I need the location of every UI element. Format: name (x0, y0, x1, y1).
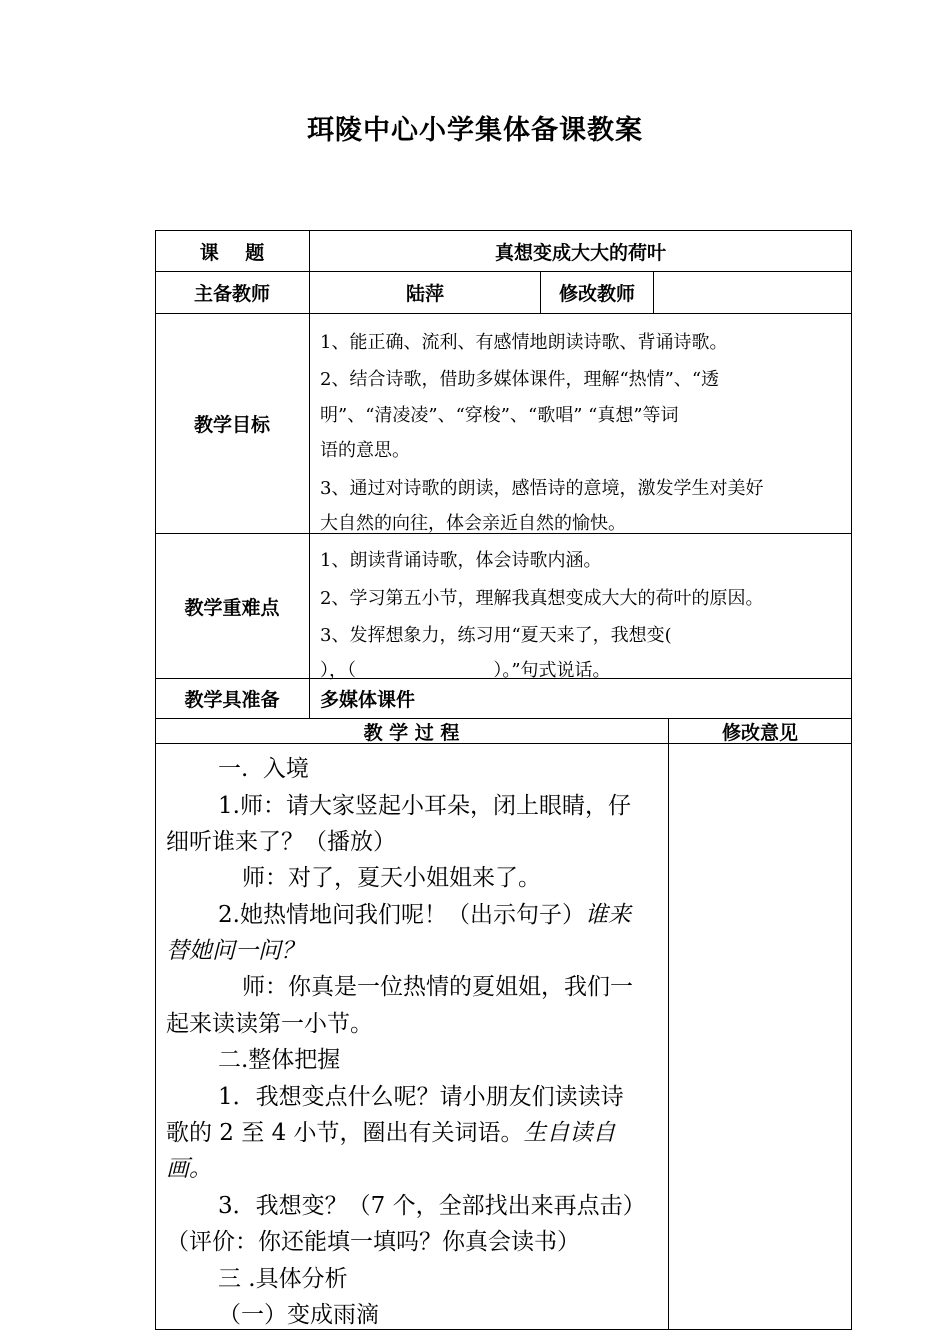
key-point-line: 2、学习第五小节，理解我真想变成大大的荷叶的原因。 (320, 588, 764, 609)
topic-label: 课 题 (199, 241, 265, 264)
key-point-line: 3、发挥想象力，练习用“夏天来了，我想变( (320, 625, 672, 646)
process-line: 1．我想变点什么呢？请小朋友们读读诗 (218, 1084, 624, 1110)
process-italic-text: 谁来 (584, 902, 631, 928)
objective-line: 大自然的向往，体会亲近自然的愉快。 (320, 513, 626, 534)
process-italic-line: 画。 (166, 1156, 212, 1182)
process-line: 3．我想变？（7 个，全部找出来再点击） (218, 1193, 646, 1219)
revise-teacher-label: 修改教师 (558, 283, 635, 305)
objective-line: 明”、“清凌凌”、“穿梭”、“歌唱” “真想”等词 (320, 405, 679, 426)
process-line: 细听谁来了？（播放） (166, 829, 396, 855)
process-italic-line: 替她问一问？ (166, 938, 304, 964)
process-text: 歌的 2 至 4 小节，圈出有关词语。 (166, 1120, 524, 1146)
revision-header: 修改意见 (721, 721, 798, 744)
objective-line: 语的意思。 (320, 440, 410, 461)
process-line: 二.整体把握 (218, 1047, 341, 1073)
process-line: 1.师：请大家竖起小耳朵，闭上眼睛，仔 (218, 793, 631, 819)
process-italic-text: 生自读自 (523, 1120, 616, 1146)
preparation-value: 多媒体课件 (320, 689, 416, 711)
process-line (166, 1114, 616, 1147)
key-points-label: 教学重难点 (184, 596, 280, 619)
topic-value: 真想变成大大的荷叶 (494, 241, 666, 264)
main-teacher-label: 主备教师 (193, 283, 270, 305)
process-line: （评价：你还能填一填吗？你真会读书） (166, 1229, 580, 1255)
process-line: 三 .具体分析 (218, 1266, 348, 1292)
main-teacher-value: 陆萍 (405, 283, 444, 305)
col-divider (668, 718, 669, 1330)
objective-line: 1、能正确、流利、有感情地朗读诗歌、背诵诗歌。 (320, 332, 728, 353)
key-point-line: 1、朗读背诵诗歌，体会诗歌内涵。 (320, 550, 602, 571)
objectives-label: 教学目标 (193, 414, 270, 436)
document-title: 珥陵中心小学集体备课教案 (307, 115, 643, 146)
process-line: （一）变成雨滴 (218, 1302, 379, 1328)
process-line (218, 896, 631, 929)
process-line: 师：对了，夏天小姐姐来了。 (242, 865, 541, 891)
revise-teacher-value (654, 272, 851, 313)
process-header: 教 学 过 程 (363, 721, 460, 744)
preparation-label: 教学具准备 (184, 689, 280, 711)
objective-line: 3、通过对诗歌的朗读，感悟诗的意境，激发学生对美好 (320, 478, 764, 499)
key-point-line: ），（ ）。”句式说话。 (320, 660, 611, 681)
process-text: 2.她热情地问我们呢！（出示句子） (218, 902, 585, 928)
objective-line: 2、结合诗歌，借助多媒体课件，理解“热情”、“透 (320, 369, 720, 390)
process-line: 起来读读第一小节。 (166, 1011, 373, 1037)
process-line: 一. 入境 (218, 756, 309, 782)
process-line: 师：你真是一位热情的夏姐姐，我们一 (242, 974, 633, 1000)
